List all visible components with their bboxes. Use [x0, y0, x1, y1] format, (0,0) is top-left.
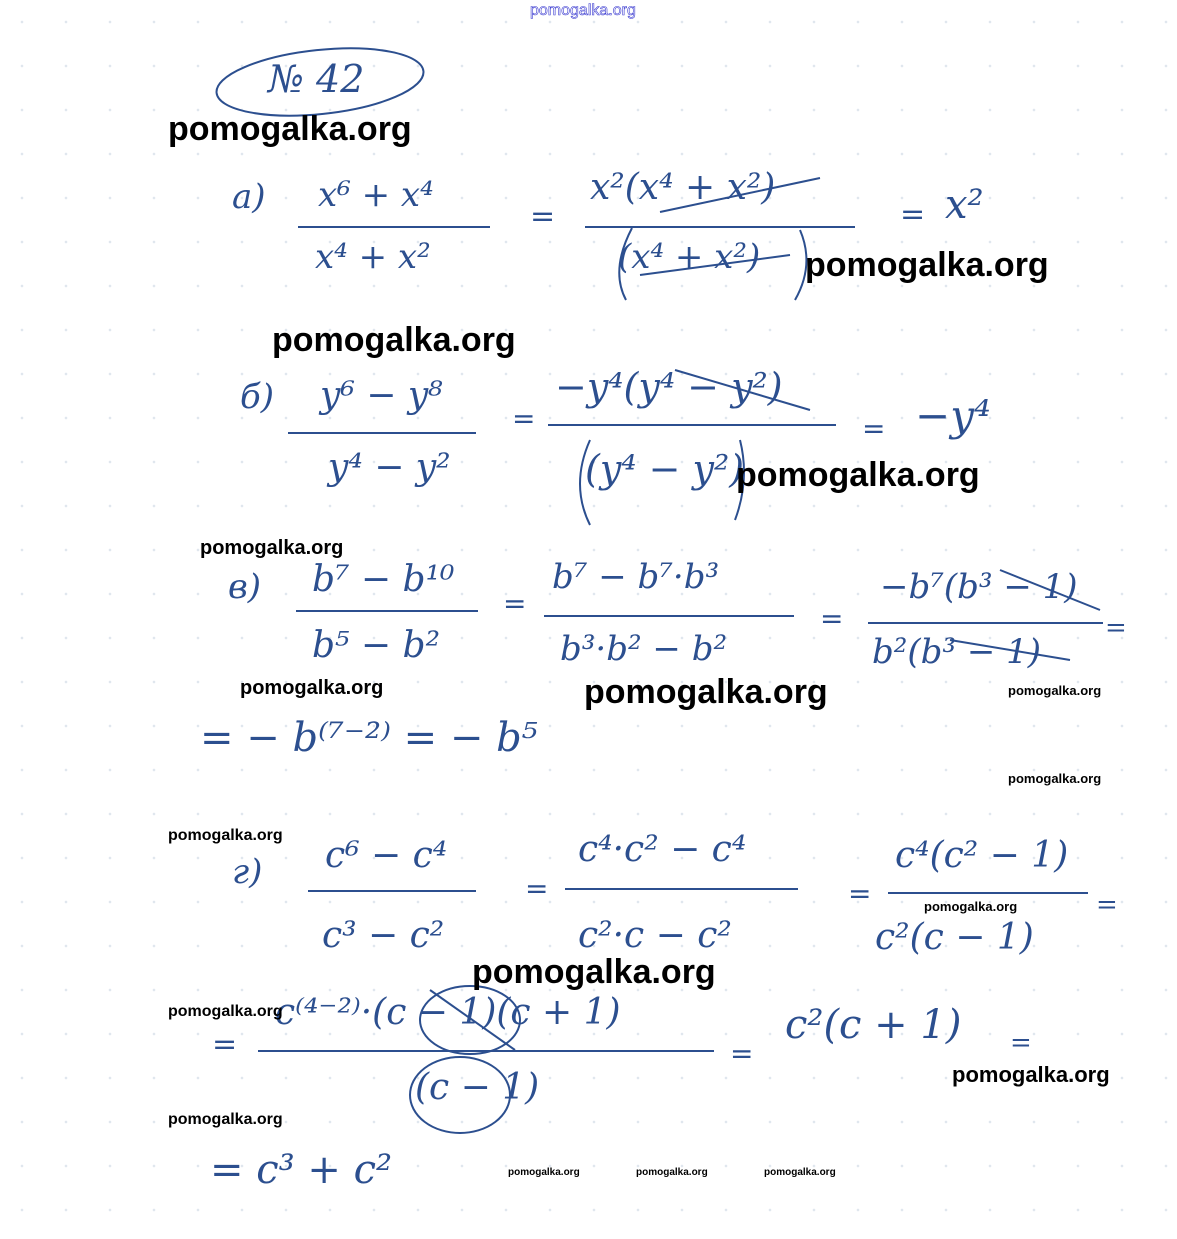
- part-c-den3: b²(b³ − 1): [872, 632, 1042, 672]
- part-d-eq1: =: [525, 872, 549, 905]
- part-b-eq1: =: [512, 402, 536, 435]
- part-c-den1: b⁵ − b²: [312, 625, 441, 666]
- part-b-den2: (y⁴ − y²): [585, 447, 745, 491]
- part-a-bar1: [298, 226, 490, 228]
- part-a-num2: x²(x⁴ + x²): [590, 167, 776, 208]
- watermark: pomogalka.org: [584, 673, 828, 711]
- watermark: pomogalka.org: [636, 1167, 708, 1178]
- part-c-bar2: [544, 615, 794, 617]
- watermark: pomogalka.org: [272, 321, 516, 359]
- watermark: pomogalka.org: [508, 1167, 580, 1178]
- part-d-bar1: [308, 890, 476, 892]
- part-d-line2-num: c⁽⁴⁻²⁾·(c − 1)(c + 1): [275, 992, 621, 1033]
- part-d-line2-eq2: =: [730, 1037, 754, 1070]
- watermark: pomogalka.org: [240, 677, 384, 699]
- watermark-top: pomogalka.org: [530, 2, 636, 19]
- part-b-bar1: [288, 432, 476, 434]
- part-d-line2-den: (c − 1): [415, 1067, 540, 1108]
- part-d-line2-res: c²(c + 1): [785, 1002, 962, 1048]
- watermark: pomogalka.org: [736, 456, 980, 494]
- part-b-result: −y⁴: [915, 391, 991, 440]
- part-a-label: a): [232, 177, 266, 217]
- part-b-den1: y⁴ − y²: [328, 447, 451, 488]
- part-c-eq1: =: [503, 587, 527, 620]
- part-c-line2: = − b⁽⁷⁻²⁾ = − b⁵: [200, 715, 538, 761]
- part-a-den1: x⁴ + x²: [315, 237, 431, 277]
- watermark: pomogalka.org: [168, 1003, 283, 1020]
- part-c-eq3: =: [1105, 613, 1127, 643]
- part-b-bar2: [548, 424, 836, 426]
- part-c-bar3: [868, 622, 1103, 624]
- part-b-num2: −y⁴(y⁴ − y²): [555, 365, 783, 409]
- part-a-bar2: [585, 226, 855, 228]
- part-b-eq2: =: [862, 412, 886, 445]
- part-d-den3: c²(c − 1): [875, 917, 1034, 958]
- watermark: pomogalka.org: [1008, 683, 1102, 698]
- part-d-line2-eq: =: [212, 1027, 238, 1062]
- watermark: pomogalka.org: [805, 246, 1049, 284]
- part-d-num2: c⁴·c² − c⁴: [578, 829, 747, 870]
- part-d-bar2: [565, 888, 798, 890]
- part-d-eq2: =: [848, 877, 872, 910]
- watermark: pomogalka.org: [168, 827, 283, 844]
- part-d-eq3: =: [1096, 890, 1118, 920]
- part-c-num1: b⁷ − b¹⁰: [312, 559, 455, 600]
- part-d-line2-eq3: =: [1010, 1028, 1032, 1058]
- part-a-eq1: =: [530, 199, 556, 234]
- part-a-eq2: =: [900, 197, 926, 232]
- part-d-label: г): [232, 852, 263, 892]
- watermark: pomogalka.org: [472, 953, 716, 991]
- watermark: pomogalka.org: [168, 1111, 283, 1128]
- problem-number: № 42: [268, 57, 365, 101]
- part-c-eq2: =: [820, 602, 844, 635]
- part-c-num2: b⁷ − b⁷·b³: [552, 557, 720, 597]
- part-d-line3: = c³ + c²: [210, 1147, 393, 1193]
- part-d-line2-bar: [258, 1050, 714, 1052]
- part-a-den2: (x⁴ + x²): [618, 237, 761, 277]
- part-d-den1: c³ − c²: [322, 915, 445, 956]
- watermark: pomogalka.org: [200, 537, 344, 559]
- part-d-bar3: [888, 892, 1088, 894]
- part-c-den2: b³·b² − b²: [560, 629, 728, 669]
- part-a-num1: x⁶ + x⁴: [318, 175, 434, 215]
- part-c-num3: −b⁷(b³ − 1): [880, 567, 1078, 607]
- watermark: pomogalka.org: [168, 110, 412, 148]
- part-d-den2: c²·c − c²: [578, 915, 732, 956]
- part-d-num3: c⁴(c² − 1): [895, 835, 1069, 876]
- watermark: pomogalka.org: [952, 1062, 1110, 1087]
- part-d-num1: c⁶ − c⁴: [325, 835, 448, 876]
- watermark: pomogalka.org: [764, 1167, 836, 1178]
- watermark: pomogalka.org: [1008, 771, 1102, 786]
- part-c-bar1: [296, 610, 478, 612]
- part-c-label: в): [228, 567, 262, 607]
- part-b-label: б): [240, 377, 275, 417]
- watermark: pomogalka.org: [924, 899, 1018, 914]
- part-a-result: x²: [945, 182, 984, 228]
- part-b-num1: y⁶ − y⁸: [320, 375, 443, 416]
